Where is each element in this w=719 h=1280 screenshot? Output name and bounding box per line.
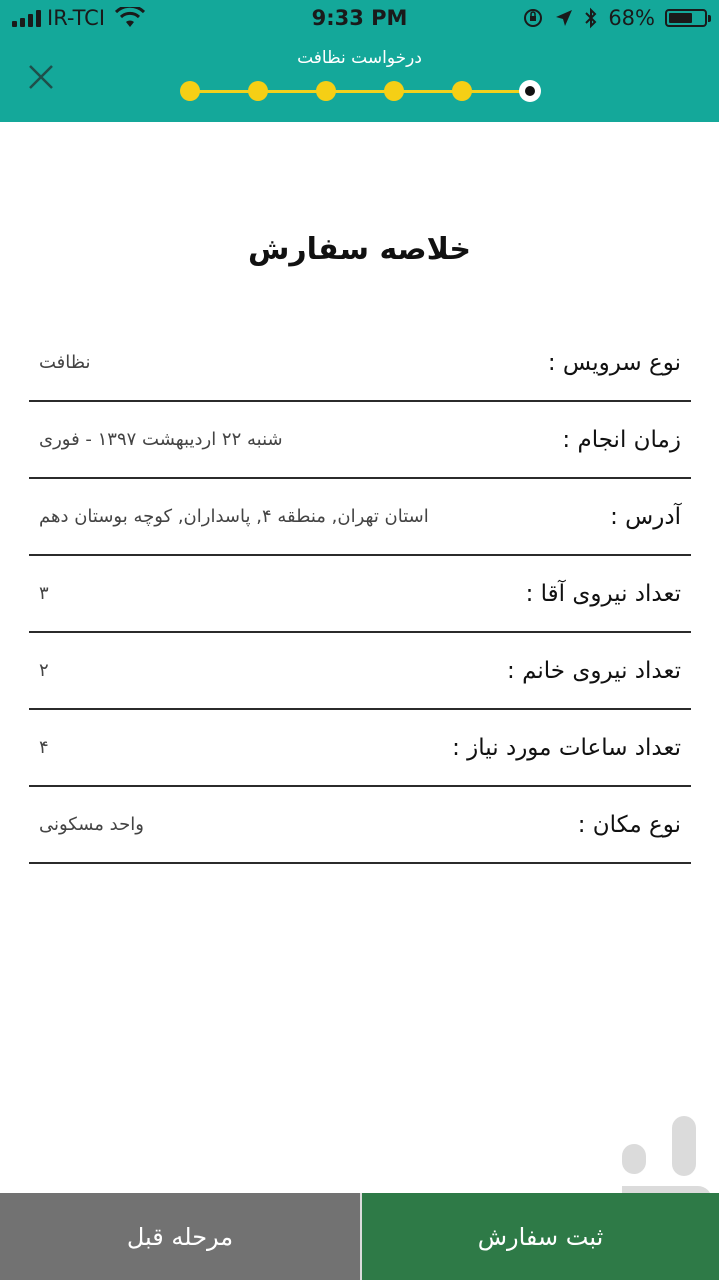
footer-actions: [0, 1193, 719, 1280]
summary-row: [29, 402, 691, 479]
progress-stepper: [180, 80, 540, 104]
app-header: [0, 0, 719, 122]
summary-row: [29, 556, 691, 633]
summary-row-label: تعداد نیروی خانم :: [507, 657, 681, 684]
status-time: 9:33 PM: [311, 6, 408, 30]
step-dot: [180, 81, 200, 101]
location-icon: [554, 8, 574, 28]
battery-fill: [669, 13, 692, 23]
status-right: [522, 6, 707, 30]
summary-row-value: ۴: [39, 737, 49, 758]
submit-order-button[interactable]: ثبت سفارش: [360, 1193, 719, 1280]
summary-row-label: نوع مکان :: [577, 811, 681, 838]
bluetooth-icon: [584, 7, 598, 29]
orientation-lock-icon: [522, 7, 544, 29]
summary-row: [29, 325, 691, 402]
carrier-name: IR-TCI: [47, 6, 106, 30]
step-dot-current: [519, 80, 541, 102]
summary-row-value: ۲: [39, 660, 49, 681]
summary-row: [29, 633, 691, 710]
battery-percent: 68%: [608, 6, 655, 30]
summary-row-label: تعداد ساعات مورد نیاز :: [452, 734, 681, 761]
summary-row: [29, 787, 691, 864]
summary-row: [29, 479, 691, 556]
previous-step-button[interactable]: مرحله قبل: [0, 1193, 360, 1280]
flow-title: درخواست نظافت: [297, 48, 422, 68]
summary-row-label: آدرس :: [610, 503, 681, 530]
summary-row: [29, 710, 691, 787]
step-dot: [316, 81, 336, 101]
summary-row-value: استان تهران, منطقه ۴, پاسداران, کوچه بوستان دهم: [39, 506, 429, 527]
status-bar: [0, 0, 719, 40]
step-dot: [384, 81, 404, 101]
summary-row-value: واحد مسکونی: [39, 814, 144, 835]
summary-row-label: تعداد نیروی آقا :: [525, 580, 681, 607]
summary-row-value: نظافت: [39, 352, 91, 373]
summary-row-value: ۳: [39, 583, 49, 604]
page-title: خلاصه سفارش: [247, 232, 472, 267]
summary-row-label: زمان انجام :: [562, 426, 681, 453]
summary-list: [29, 325, 691, 864]
summary-row-value: شنبه ۲۲ اردیبهشت ۱۳۹۷ - فوری: [39, 429, 283, 450]
summary-row-label: نوع سرویس :: [547, 349, 681, 376]
battery-icon: [665, 9, 707, 27]
stepper-line: [190, 90, 530, 93]
step-dot: [248, 81, 268, 101]
step-dot: [452, 81, 472, 101]
